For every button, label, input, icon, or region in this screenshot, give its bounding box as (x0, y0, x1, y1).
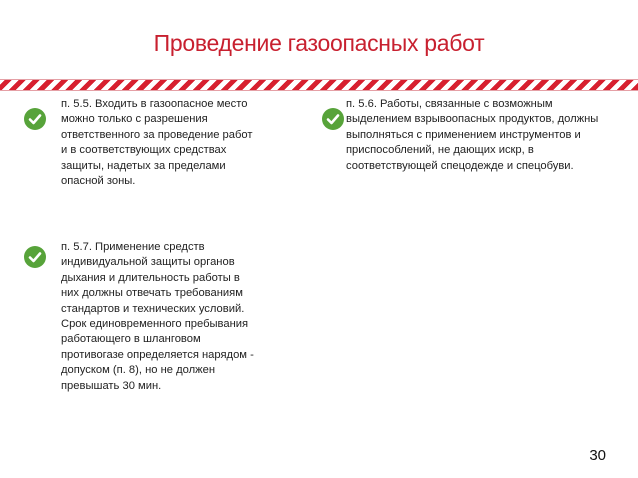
text-line: допуском (п. 8), но не должен (61, 364, 216, 377)
text-line: п. 5.6. Работы, связанные с возможным (346, 98, 553, 110)
text-line: и в соответствующих средствах (61, 144, 227, 157)
page-number: 30 (589, 447, 606, 464)
text-line: выполняться с применением инструментов и (346, 128, 581, 141)
item-5-5-text (61, 97, 301, 189)
text-line: работающего в шланговом (61, 333, 201, 346)
check-circle-icon (24, 108, 46, 130)
text-line: выделением взрывоопасных продуктов, должны (346, 113, 599, 126)
text-line: Срок единовременного пребывания (61, 318, 249, 331)
hazard-stripe-divider (0, 79, 638, 91)
text-line: можно только с разрешения (61, 113, 208, 126)
text-line: них должны отвечать требованиям (61, 287, 243, 300)
check-circle-icon (24, 246, 46, 268)
text-line: стандартов и технических условий. (61, 302, 245, 315)
text-line: противогазе определяется нарядом - (61, 348, 254, 361)
text-line: п. 5.5. Входить в газоопасное место (61, 98, 248, 110)
slide-title: Проведение газоопасных работ (153, 30, 485, 56)
check-circle-icon (322, 108, 344, 130)
text-line: опасной зоны. (61, 175, 136, 188)
item-5-7-text (61, 240, 301, 394)
text-line: защиты, надетых за пределами (61, 159, 226, 172)
text-line: превышать 30 мин. (61, 379, 162, 392)
text-line: дыхания и длительность работы в (61, 271, 240, 284)
text-line: соответствующей спецодежде и спецобуви. (346, 159, 574, 172)
text-line: ответственного за проведение работ (61, 128, 253, 141)
text-line: приспособлений, не дающих искр, в (346, 144, 534, 157)
text-line: индивидуальной защиты органов (61, 256, 235, 269)
text-line: п. 5.7. Применение средств (61, 241, 205, 253)
item-5-6-text (346, 97, 631, 174)
